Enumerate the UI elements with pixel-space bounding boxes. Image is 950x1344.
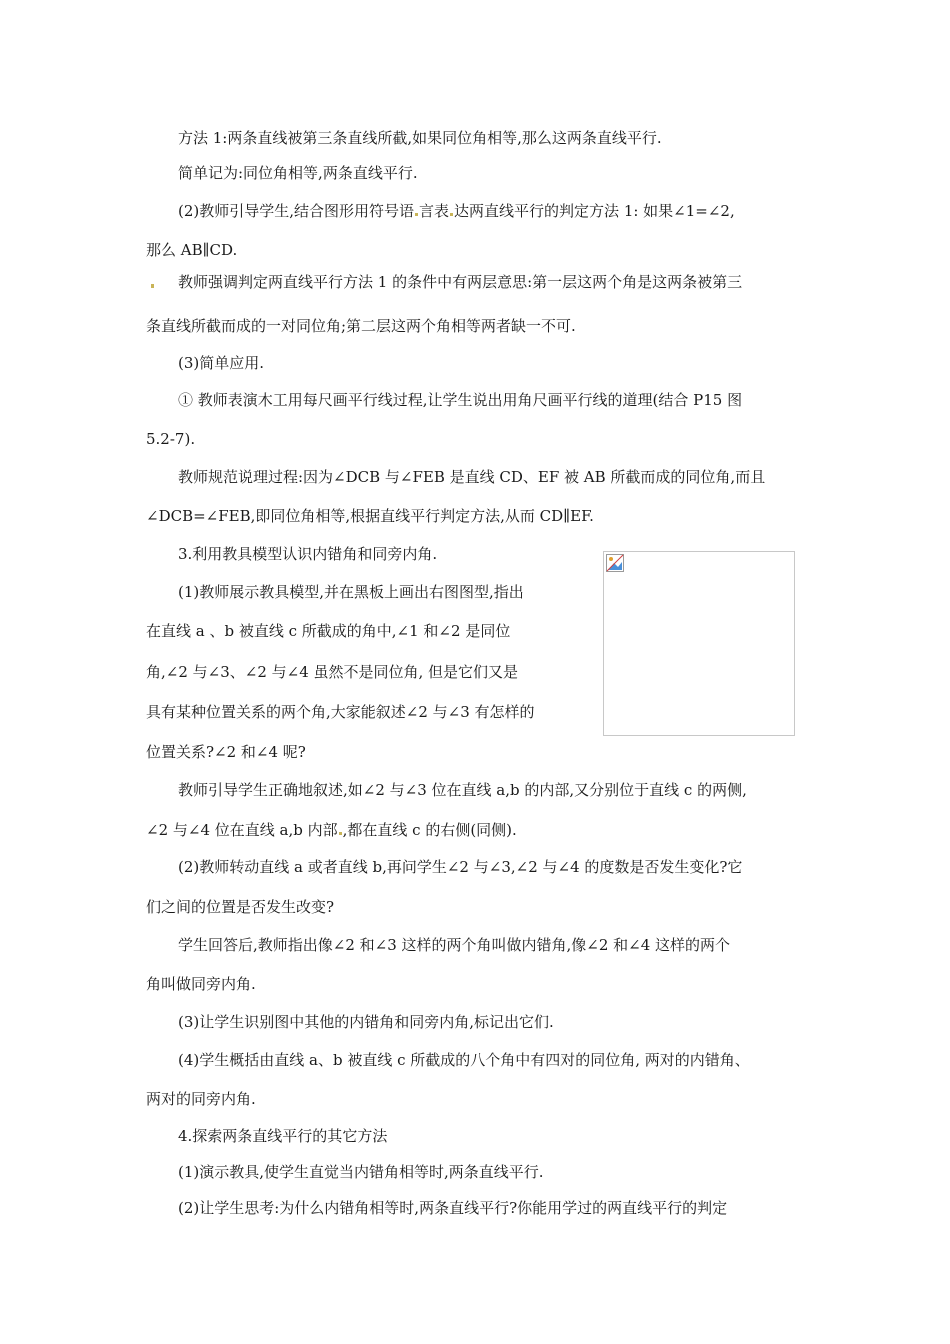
text-line: 条直线所截而成的一对同位角;第二层这两个角相等两者缺一不可. [146,317,576,335]
text-line: 两对的同旁内角. [146,1090,256,1108]
text-line: 位置关系?∠2 和∠4 呢? [146,743,306,761]
text-line: (4)学生概括由直线 a、b 被直线 c 所截成的八个角中有四对的同位角, 两对的内错角、 [178,1051,750,1069]
text-line: 4.探索两条直线平行的其它方法 [178,1127,388,1145]
text-line: 那么 AB∥CD. [146,241,238,259]
text-line: 学生回答后,教师指出像∠2 和∠3 这样的两个角叫做内错角,像∠2 和∠4 这样的两个 [178,936,731,954]
text-line: (3)简单应用. [178,354,265,372]
text-line: (2)教师转动直线 a 或者直线 b,再问学生∠2 与∠3,∠2 与∠4 的度数是否发生变化?它 [178,858,743,876]
broken-image-icon [606,554,624,572]
text-line: 角叫做同旁内角. [146,975,256,993]
text-line: 方法 1:两条直线被第三条直线所截,如果同位角相等,那么这两条直线平行. [178,129,662,147]
text-line [178,201,735,221]
text-line: 3.利用教具模型认识内错角和同旁内角. [178,545,438,563]
text-line: (1)教师展示教具模型,并在黑板上画出右图图型,指出 [178,583,524,601]
text-line: 角,∠2 与∠3、∠2 与∠4 虽然不是同位角, 但是它们又是 [146,663,519,681]
text-line: 在直线 a 、b 被直线 c 所截成的角中,∠1 和∠2 是同位 [146,622,511,640]
text-line [146,820,517,840]
marker-dot-icon [415,213,418,216]
text-line: 们之间的位置是否发生改变? [146,898,335,916]
figure-image-placeholder [603,551,795,736]
marker-dot-icon [450,213,453,216]
text-line: ① 教师表演木工用每尺画平行线过程,让学生说出用角尺画平行线的道理(结合 P15 图 [178,391,743,409]
text-line: (2)让学生思考:为什么内错角相等时,两条直线平行?你能用学过的两直线平行的判定 [178,1199,728,1217]
text-line: 具有某种位置关系的两个角,大家能叙述∠2 与∠3 有怎样的 [146,703,535,721]
text-line: 简单记为:同位角相等,两条直线平行. [178,164,418,182]
marker-dot-icon [151,284,154,288]
text-line: 教师强调判定两直线平行方法 1 的条件中有两层意思:第一层这两个角是这两条被第三 [178,273,743,291]
text-segment: ∠2 与∠4 位在直线 a,b 内部 [146,821,338,839]
text-line: (3)让学生识别图中其他的内错角和同旁内角,标记出它们. [178,1013,554,1031]
marker-dot-icon [339,832,342,835]
text-segment: (2)教师引导学生,结合图形用符号语 [178,202,415,220]
text-line: ∠DCB=∠FEB,即同位角相等,根据直线平行判定方法,从而 CD∥EF. [146,507,594,525]
text-line: (1)演示教具,使学生直觉当内错角相等时,两条直线平行. [178,1163,544,1181]
text-segment: 达两直线平行的判定方法 1: 如果∠1=∠2, [454,202,735,220]
text-line: 教师引导学生正确地叙述,如∠2 与∠3 位在直线 a,b 的内部,又分别位于直线 c 的两侧, [178,781,747,799]
text-segment: ,都在直线 c 的右侧(同侧). [342,821,517,839]
text-line: 5.2-7). [146,430,196,448]
text-line: 教师规范说理过程:因为∠DCB 与∠FEB 是直线 CD、EF 被 AB 所截而成的同位角,而且 [178,468,766,486]
text-segment: 言表 [419,202,450,220]
